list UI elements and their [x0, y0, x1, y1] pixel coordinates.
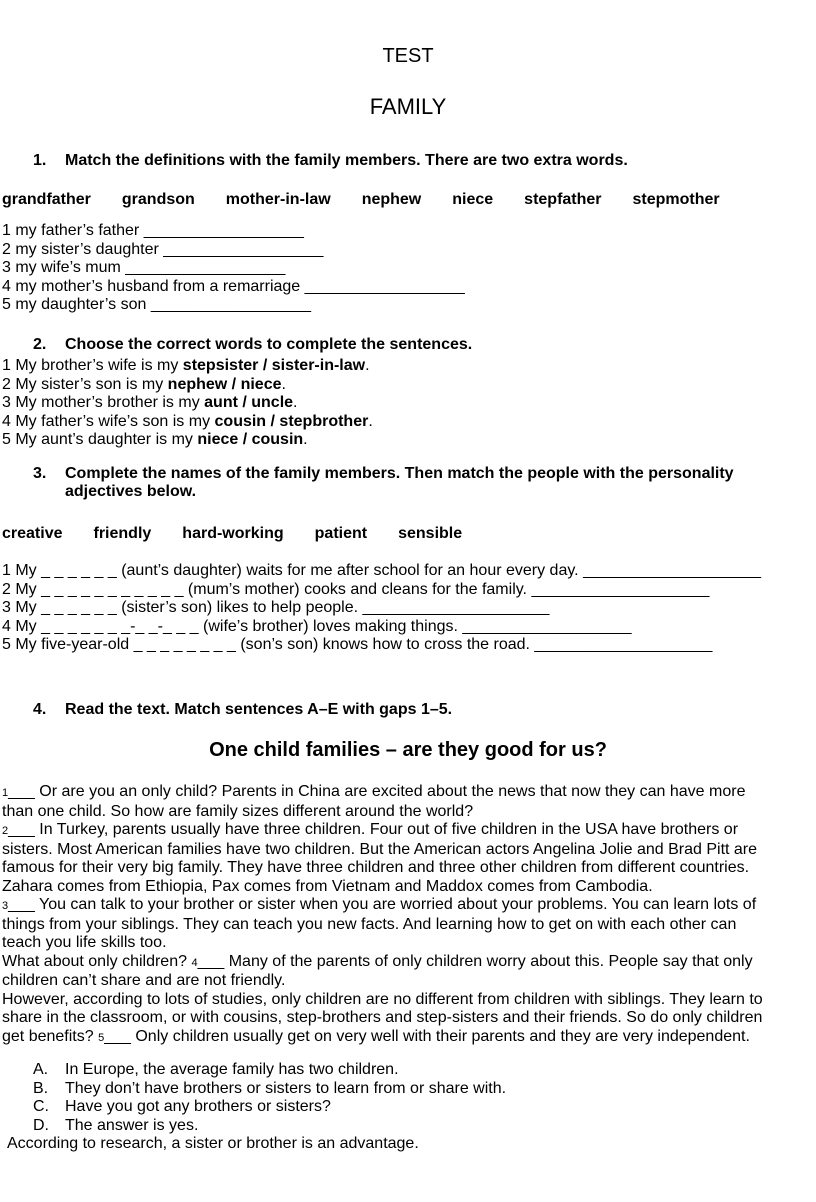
section-3-heading	[0, 465, 816, 502]
word-bank-item: niece	[452, 190, 494, 208]
letter-gap: _ _ _ _ _ _	[41, 599, 117, 616]
definition-text: 4 my mother’s husband from a remarriage	[2, 277, 305, 295]
letter-gap: _ _ _ _ _ _ _ _ _ _ _	[41, 580, 184, 598]
paragraph-text: However, according to lots of studies, only children are no different from children with siblings. They learn to share in the classroom, or with cousins, step-brothers and step-sisters and their friends. So do only children get benefits?	[2, 990, 763, 1045]
definition-text: 1 my father’s father	[2, 222, 144, 239]
section-2-heading	[0, 336, 816, 355]
word-bank-item: sensible	[398, 524, 463, 542]
word-choices: cousin / stepbrother	[214, 412, 369, 430]
word-bank-item: grandfather	[2, 190, 91, 208]
gap-fill-item	[0, 562, 816, 581]
section-2-heading-text: Choose the correct words to complete the sentences.	[65, 335, 473, 353]
section-3-word-bank	[0, 525, 816, 544]
answer-option	[0, 1117, 816, 1136]
word-choices: stepsister / sister-in-law	[182, 357, 366, 374]
item-text: (wife’s brother) loves making things.	[198, 617, 463, 635]
reading-paragraph	[2, 896, 768, 953]
closing-line: According to research, a sister or brother is an advantage.	[7, 1135, 419, 1152]
answer-blank: _____________________	[362, 599, 550, 616]
word-choices: nephew / niece	[167, 375, 282, 393]
section-1-number: 1.	[33, 152, 47, 169]
word-bank-item: hard-working	[182, 524, 284, 542]
answer-blank: ____________________	[531, 580, 710, 598]
definition-text: 5 my daughter’s son	[2, 296, 151, 313]
gap-number: 1	[2, 787, 9, 799]
option-text: Have you got any brothers or sisters?	[65, 1098, 331, 1115]
reading-text-title: One child families – are they good for us?	[209, 739, 607, 761]
section-4-heading-text: Read the text. Match sentences A–E with gaps 1–5.	[65, 700, 453, 718]
option-text: The answer is yes.	[65, 1116, 199, 1134]
gap-fill-item	[0, 618, 816, 637]
paragraph-text: Or are you an only child? Parents in China are excited about the news that now they can have more than one child. So how are family sizes different around the world?	[2, 783, 746, 820]
paragraph-text: Only children usually get on very well with their parents and they are very independent.	[130, 1027, 750, 1045]
item-start: 1 My	[2, 562, 42, 579]
section-4-number: 4.	[33, 700, 47, 718]
word-choices: aunt / uncle	[204, 394, 294, 411]
item-start: 5 My five-year-old	[2, 636, 134, 653]
sentence-start: 2 My sister’s son is my	[2, 375, 168, 393]
word-bank-item: nephew	[361, 190, 422, 208]
gap-number: 5	[98, 1031, 105, 1044]
sentence-end: .	[293, 394, 298, 411]
answer-option	[0, 1098, 816, 1117]
letter-gap: _ _ _ _ _ _ _ _	[133, 636, 236, 653]
item-text: (aunt’s daughter) waits for me after school for an hour every day.	[116, 562, 584, 579]
word-bank-item: patient	[314, 524, 368, 542]
section-1-heading	[0, 152, 816, 171]
section-4-heading	[0, 701, 816, 720]
definition-item	[0, 278, 816, 297]
option-letter: B.	[33, 1079, 49, 1097]
gap-line: ___	[104, 1027, 131, 1045]
word-bank-item: creative	[2, 524, 63, 542]
item-start: 3 My	[2, 599, 42, 616]
sentence-end: .	[365, 357, 370, 374]
gap-number: 4	[191, 956, 198, 969]
answer-blank: __________________	[163, 240, 324, 258]
item-text: (sister’s son) likes to help people.	[116, 599, 363, 616]
definition-item	[0, 241, 816, 260]
choice-sentence	[0, 413, 816, 432]
word-bank-item: mother-in-law	[225, 190, 331, 208]
answer-option	[0, 1061, 816, 1080]
paragraph-text: In Turkey, parents usually have three children. Four out of five children in the USA have brothers or sisters. Most American families have two children. But the American actors Angelina Jolie and Brad Pitt are famous for their very big family. They have three children and three other children from different countries. Zahara comes from Ethiopia, Pax comes from Vietnam and Maddox comes from Cambodia.	[2, 821, 758, 895]
option-letter: C.	[33, 1098, 49, 1115]
gap-fill-item	[0, 581, 816, 600]
choice-sentence	[0, 394, 816, 413]
letter-gap: _ _ _ _ _ _ _-_ _-_ _ _	[41, 617, 199, 635]
gap-line: ___	[8, 896, 35, 913]
word-bank-item: grandson	[121, 190, 195, 208]
reading-paragraph	[2, 953, 768, 991]
sentence-end: .	[368, 412, 373, 430]
answer-options-list	[0, 1061, 816, 1135]
definition-text: 3 my wife’s mum	[2, 259, 126, 276]
item-start: 4 My	[2, 617, 42, 635]
sentence-end: .	[281, 375, 286, 393]
option-letter: D.	[33, 1116, 49, 1134]
sentence-start: 5 My aunt’s daughter is my	[2, 431, 198, 448]
answer-blank: ___________________	[462, 617, 632, 635]
sentence-start: 4 My father’s wife’s son is my	[2, 412, 215, 430]
section-3-items	[0, 562, 816, 655]
definition-item	[0, 259, 816, 278]
section-1-items	[0, 222, 816, 315]
gap-number: 2	[2, 825, 9, 837]
option-letter: A.	[33, 1061, 49, 1078]
answer-blank: __________________	[125, 259, 286, 276]
gap-fill-item	[0, 636, 816, 655]
section-1-word-bank	[0, 191, 816, 210]
section-3-heading-text: Complete the names of the family members. Then match the people with the personality adjectives below.	[65, 464, 734, 500]
word-bank-item: stepfather	[524, 190, 602, 208]
gap-fill-item	[0, 599, 816, 618]
answer-blank: __________________	[304, 277, 465, 295]
word-choices: niece / cousin	[197, 431, 304, 448]
word-bank-item: stepmother	[632, 190, 720, 208]
sentence-start: 1 My brother’s wife is my	[2, 357, 183, 374]
item-text: (son’s son) knows how to cross the road.	[235, 636, 535, 653]
option-text: In Europe, the average family has two children.	[65, 1061, 399, 1078]
answer-blank: ____________________	[583, 562, 762, 579]
definition-text: 2 my sister’s daughter	[2, 240, 164, 258]
item-start: 2 My	[2, 580, 42, 598]
choice-sentence	[0, 376, 816, 395]
gap-line: ___	[197, 952, 225, 970]
answer-blank: __________________	[143, 222, 304, 239]
definition-item	[0, 296, 816, 315]
paragraph-text: Many of the parents of only children worry about this. People say that only children can’t share and are not friendly.	[2, 952, 753, 989]
sentence-end: .	[303, 431, 308, 448]
gap-line: ___	[8, 783, 35, 800]
answer-blank: ____________________	[534, 636, 713, 653]
letter-gap: _ _ _ _ _ _	[41, 562, 117, 579]
reading-paragraph	[2, 821, 768, 896]
choice-sentence	[0, 431, 816, 450]
sentence-start: 3 My mother’s brother is my	[2, 394, 205, 411]
answer-blank: __________________	[150, 296, 311, 313]
section-1-heading-text: Match the definitions with the family members. There are two extra words.	[65, 152, 628, 169]
definition-item	[0, 222, 816, 241]
reading-paragraph	[2, 991, 768, 1048]
reading-text-body	[0, 783, 768, 1047]
paragraph-text: What about only children?	[2, 952, 192, 970]
section-2-items	[0, 357, 816, 450]
word-bank-item: friendly	[93, 524, 152, 542]
item-text: (mum’s mother) cooks and cleans for the family.	[183, 580, 532, 598]
document-title: TEST	[382, 45, 434, 67]
answer-option	[0, 1080, 816, 1099]
choice-sentence	[0, 357, 816, 376]
gap-line: ___	[8, 821, 35, 838]
paragraph-text: You can talk to your brother or sister when you are worried about your problems. You can learn lots of things from your siblings. They can teach you new facts. And learning how to get on with each other can teach you life skills too.	[2, 896, 757, 951]
section-3-number: 3.	[33, 464, 47, 482]
option-text: They don’t have brothers or sisters to learn from or share with.	[65, 1079, 507, 1097]
gap-number: 3	[2, 900, 9, 912]
document-subtitle: FAMILY	[369, 94, 447, 119]
reading-paragraph	[2, 783, 768, 821]
section-2-number: 2.	[33, 335, 47, 353]
